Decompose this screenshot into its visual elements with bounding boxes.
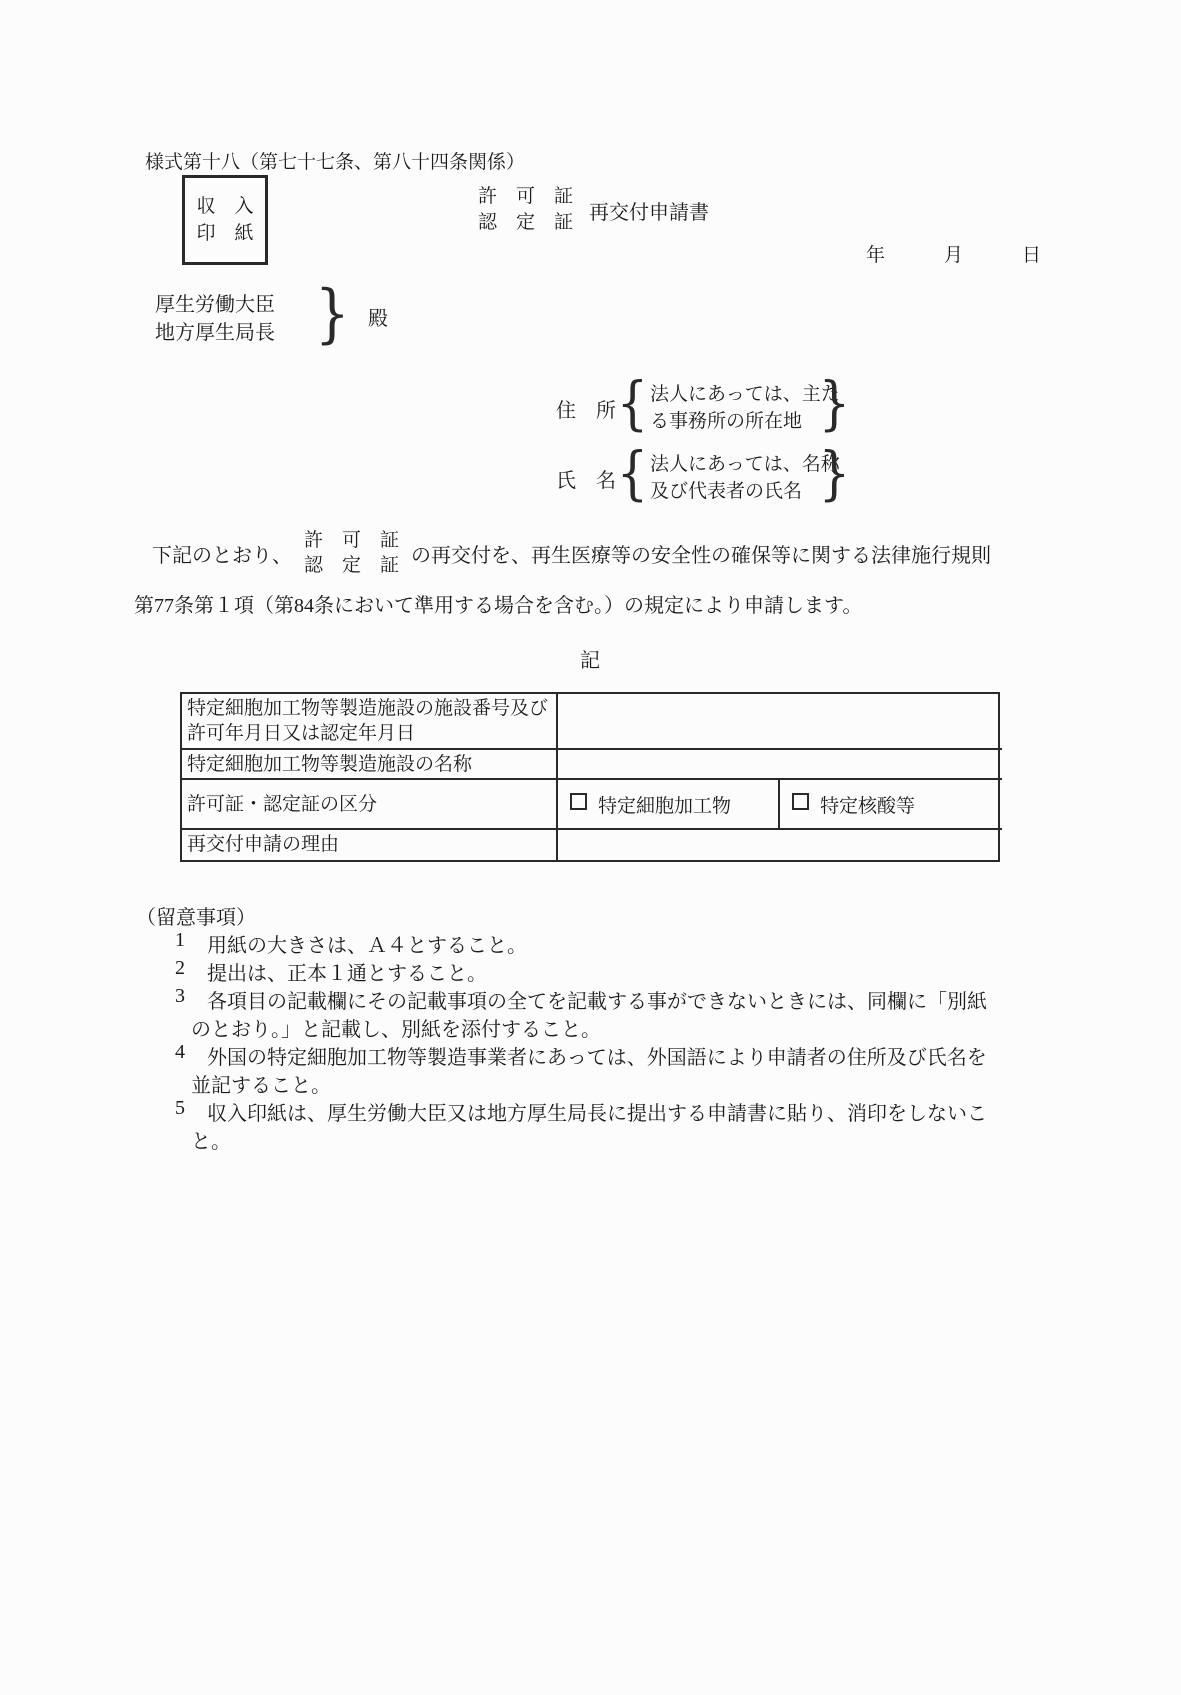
applicant-address-note [650,381,840,435]
name-note-line1: 法人にあっては、名称 [650,454,840,475]
body-after-text: の再交付を、再生医療等の安全性の確保等に関する法律施行規則 [411,544,992,567]
form-number-heading: 様式第十八（第七十七条、第八十四条関係） [145,152,526,173]
note-4-number: 4 [175,1041,185,1063]
title-permit-cert-label: 許 可 証 [478,186,574,207]
applicant-name-note [650,451,840,505]
title-certificate-type-stack [478,184,573,236]
notes-heading: （留意事項） [136,907,256,929]
addressee-brace-glyph: } [315,277,350,351]
note-2-number: 2 [175,957,185,979]
name-open-brace-glyph: { [616,439,649,507]
address-open-brace-glyph: { [616,369,649,437]
name-note-line2: 及び代表者の氏名 [650,481,803,502]
address-note-line1: 法人にあっては、主た [650,384,840,405]
note-5-text-line2: と。 [191,1131,231,1153]
addressee-bureau-chief-label: 地方厚生局長 [155,322,275,344]
body-approval-cert-label: 認 定 証 [304,555,400,576]
note-4-text-line1: 外国の特定細胞加工物等製造事業者にあっては、外国語により申請者の住所及び氏名を [207,1047,987,1069]
note-5-text-line1: 収入印紙は、厚生労働大臣又は地方厚生局長に提出する申請書に貼り、消印をしないこ [207,1103,987,1125]
address-close-brace-glyph: } [818,369,851,437]
facility-number-value-cell [558,694,1002,750]
title-reissue-application-label: 再交付申請書 [589,201,710,224]
body-lead-text: 下記のとおり、 [152,544,292,567]
cert-category-option1-cell [558,780,780,830]
name-close-brace-glyph: } [818,439,851,507]
addressee-minister-label: 厚生労働大臣 [155,294,275,316]
table-row-cert-category-label: 許可証・認定証の区分 [182,780,558,830]
body-paragraph-line1 [152,527,991,579]
note-5-number: 5 [175,1097,185,1119]
revenue-stamp-line2: 印 紙 [196,222,254,244]
option-specified-processed-cells-label: 特定細胞加工物 [598,795,732,817]
record-marker: 記 [580,650,600,672]
note-2-text: 提出は、正本１通とすること。 [207,963,487,985]
revenue-stamp-box [182,175,268,265]
note-3-number: 3 [175,985,185,1007]
body-certificate-type-stack [304,528,399,578]
note-4-text-line2: 並記すること。 [191,1075,331,1097]
date-year-label: 年 [866,245,886,266]
table-row-facility-name-label: 特定細胞加工物等製造施設の名称 [182,750,558,780]
addressee-block [155,291,275,347]
checkbox-specified-processed-cells[interactable] [570,793,587,810]
cert-category-option2-cell [780,780,1002,830]
note-3-text-line2: のとおり。」と記載し、別紙を添付すること。 [191,1019,601,1041]
table-row-facility-number-label: 特定細胞加工物等製造施設の施設番号及び 許可年月日又は認定年月日 [182,694,558,750]
table-row-reissue-reason-label: 再交付申請の理由 [182,830,558,860]
document-title [478,184,709,236]
checkbox-specified-nucleic-acids[interactable] [792,793,809,810]
body-permit-cert-label: 許 可 証 [304,530,400,551]
addressee-honorific-label: 殿 [368,308,388,330]
note-3-text-line1: 各項目の記載欄にその記載事項の全てを記載する事ができないときには、同欄に「別紙 [207,991,987,1013]
facility-name-value-cell [558,750,1002,780]
title-approval-cert-label: 認 定 証 [478,212,574,233]
application-detail-table [180,692,1000,862]
applicant-name-label: 氏 名 [556,470,616,492]
note-1-number: 1 [175,929,185,951]
date-day-label: 日 [1022,245,1042,266]
revenue-stamp-line1: 収 入 [196,195,254,217]
note-1-text: 用紙の大きさは、Ａ４とすること。 [207,935,527,957]
reissue-reason-value-cell [558,830,1002,860]
date-month-label: 月 [944,245,964,266]
body-paragraph-line2: 第77条第１項（第84条において準用する場合を含む。）の規定により申請します。 [134,595,863,617]
address-note-line2: る事務所の所在地 [650,411,803,432]
option-specified-nucleic-acids-label: 特定核酸等 [820,795,916,817]
applicant-address-label: 住 所 [556,400,616,422]
